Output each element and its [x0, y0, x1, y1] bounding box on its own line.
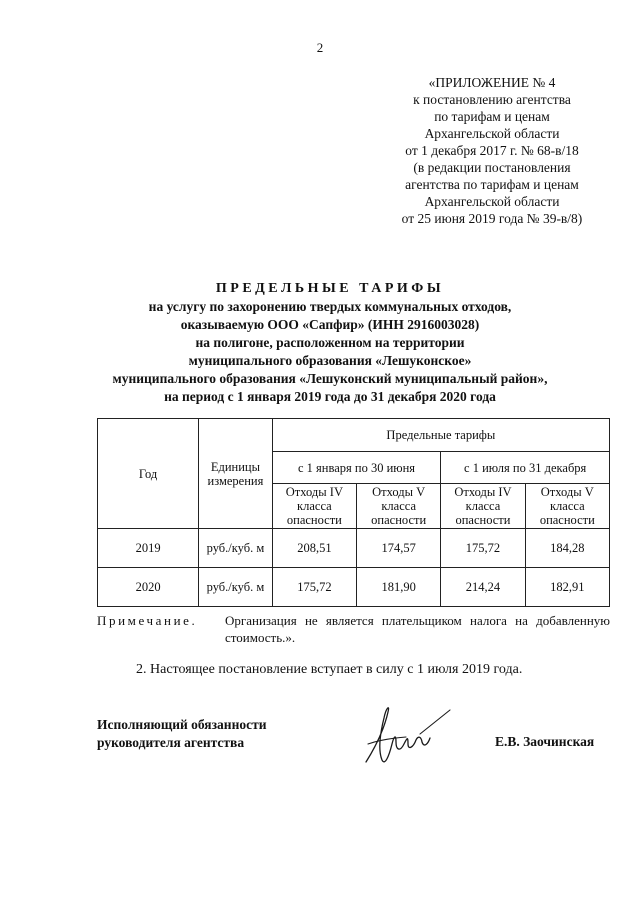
cell-value: 208,51 — [272, 529, 356, 568]
signatory-title-line: Исполняющий обязанности — [97, 717, 267, 732]
header-unit: Единицы измерения — [199, 419, 273, 529]
appendix-line: Архангельской области — [424, 126, 560, 141]
cell-unit: руб./куб. м — [199, 529, 273, 568]
cell-value: 181,90 — [357, 568, 441, 607]
header-tariffs: Предельные тарифы — [272, 419, 609, 452]
header-period-first: с 1 января по 30 июня — [272, 452, 441, 484]
cell-value: 184,28 — [525, 529, 609, 568]
appendix-line: к постановлению агентства — [413, 92, 571, 107]
header-waste-class: Отходы IV класса опасности — [272, 484, 356, 529]
note-label: Примечание. — [97, 613, 198, 628]
title-heading: ПРЕДЕЛЬНЫЕ ТАРИФЫ — [215, 281, 445, 296]
cell-value: 182,91 — [525, 568, 609, 607]
table-header-row — [98, 419, 610, 452]
cell-unit: руб./куб. м — [199, 568, 273, 607]
header-waste-class: Отходы V класса опасности — [357, 484, 441, 529]
appendix-header — [372, 74, 612, 227]
appendix-line: по тарифам и ценам — [434, 109, 550, 124]
document-title — [40, 280, 620, 406]
appendix-line: «ПРИЛОЖЕНИЕ № 4 — [428, 75, 556, 90]
title-line: муниципального образования «Лешуконский муниципальный район», — [112, 371, 548, 386]
header-period-second: с 1 июля по 31 декабря — [441, 452, 610, 484]
table-row — [98, 568, 610, 607]
signatory-name: Е.В. Заочинская — [495, 734, 595, 749]
signatory-title-line: руководителя агентства — [97, 735, 245, 750]
cell-year: 2020 — [98, 568, 199, 607]
page-number: 2 — [316, 40, 324, 55]
clause-text: 2. Настоящее постановление вступает в силу с 1 июля 2019 года. — [136, 662, 523, 677]
appendix-line: (в редакции постановления — [413, 160, 571, 175]
title-line: на полигоне, расположенном на территории — [195, 335, 465, 350]
appendix-line: Архангельской области — [424, 194, 560, 209]
table-row — [98, 529, 610, 568]
tariff-table — [97, 418, 610, 607]
title-line: муниципального образования «Лешуконское» — [188, 353, 472, 368]
appendix-line: от 1 декабря 2017 г. № 68-в/18 — [405, 143, 579, 158]
title-line: оказываемую ООО «Сапфир» (ИНН 2916003028) — [180, 317, 480, 332]
cell-value: 214,24 — [441, 568, 525, 607]
appendix-line: от 25 июня 2019 года № 39-в/8) — [401, 211, 583, 226]
appendix-line: агентства по тарифам и ценам — [405, 177, 579, 192]
cell-value: 175,72 — [441, 529, 525, 568]
title-line: на период с 1 января 2019 года до 31 декабря 2020 года — [164, 389, 496, 404]
cell-year: 2019 — [98, 529, 199, 568]
header-year: Год — [98, 419, 199, 529]
signatory-title — [97, 716, 267, 752]
note-text: Организация не является плательщиком налога на добавленную стоимость.». — [225, 613, 610, 645]
cell-value: 175,72 — [272, 568, 356, 607]
title-line: на услугу по захоронению твердых коммунальных отходов, — [148, 299, 512, 314]
header-waste-class: Отходы V класса опасности — [525, 484, 609, 529]
handwritten-signature — [358, 700, 468, 772]
header-waste-class: Отходы IV класса опасности — [441, 484, 525, 529]
cell-value: 174,57 — [357, 529, 441, 568]
